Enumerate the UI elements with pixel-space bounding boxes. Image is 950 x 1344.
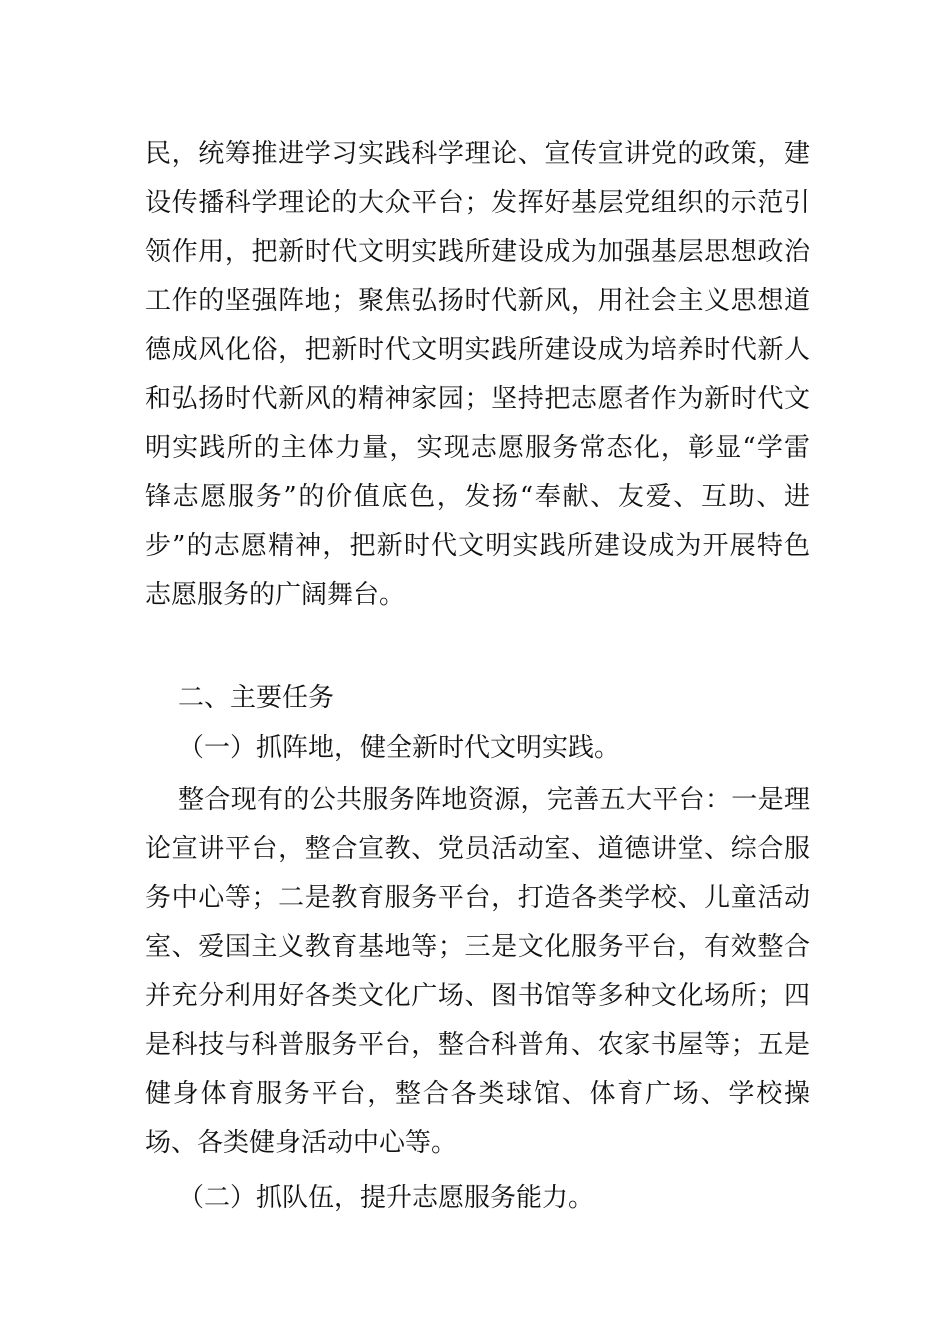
paragraph-2-line: 整合现有的公共服务阵地资源，完善五大平台：一是理 <box>178 785 810 815</box>
paragraph-1-line: 和弘扬时代新风的精神家园；坚持把志愿者作为新时代文 <box>145 384 810 414</box>
subheading-1: （一）抓阵地，健全新时代文明实践。 <box>178 733 621 763</box>
paragraph-2-line: 务中心等；二是教育服务平台，打造各类学校、儿童活动 <box>145 883 810 913</box>
paragraph-1-line: 明实践所的主体力量，实现志愿服务常态化，彰显“学雷 <box>145 433 810 463</box>
paragraph-1-line: 锋志愿服务”的价值底色，发扬“奉献、友爱、互助、进 <box>145 482 810 512</box>
paragraph-1-line: 步”的志愿精神，把新时代文明实践所建设成为开展特色 <box>145 531 810 561</box>
paragraph-1-line: 民，统筹推进学习实践科学理论、宣传宣讲党的政策，建 <box>145 139 810 169</box>
paragraph-1-line: 德成风化俗，把新时代文明实践所建设成为培养时代新人 <box>145 335 810 365</box>
paragraph-2-line: 场、各类健身活动中心等。 <box>145 1128 458 1158</box>
paragraph-2-line: 健身体育服务平台，整合各类球馆、体育广场、学校操 <box>145 1079 810 1109</box>
paragraph-2-line: 论宣讲平台，整合宣教、党员活动室、道德讲堂、综合服 <box>145 834 810 864</box>
paragraph-1-line: 领作用，把新时代文明实践所建设成为加强基层思想政治 <box>145 237 810 267</box>
paragraph-2-line: 并充分利用好各类文化广场、图书馆等多种文化场所；四 <box>145 981 810 1011</box>
section-heading: 二、主要任务 <box>178 683 335 713</box>
paragraph-1-line: 设传播科学理论的大众平台；发挥好基层党组织的示范引 <box>145 188 810 218</box>
subheading-2: （二）抓队伍，提升志愿服务能力。 <box>178 1183 595 1213</box>
paragraph-1-line: 志愿服务的广阔舞台。 <box>145 580 406 610</box>
paragraph-1-line: 工作的坚强阵地；聚焦弘扬时代新风，用社会主义思想道 <box>145 286 810 316</box>
paragraph-2-line: 是科技与科普服务平台，整合科普角、农家书屋等；五是 <box>145 1030 810 1060</box>
paragraph-2-line: 室、爱国主义教育基地等；三是文化服务平台，有效整合 <box>145 932 810 962</box>
